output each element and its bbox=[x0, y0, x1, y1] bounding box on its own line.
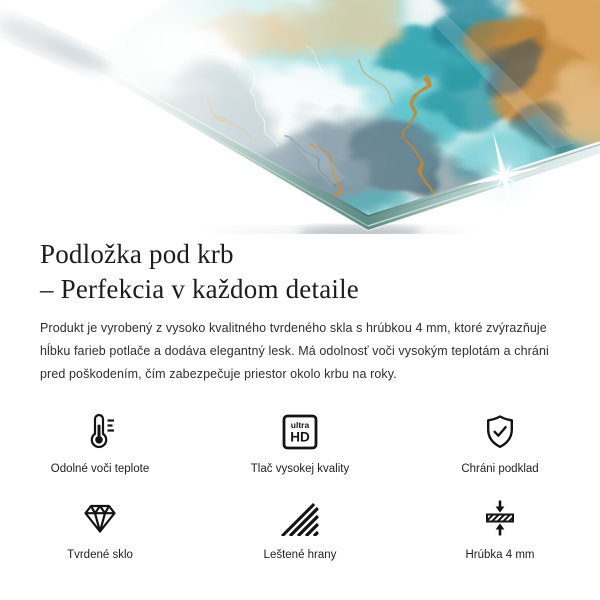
feature-polished-edges bbox=[200, 498, 400, 561]
product-description: Produkt je vyrobený z vysoko kvalitného tvrdeného skla s hrúbkou 4 mm, ktoré zvýrazňuje hĺbku farieb potlače a dodáva elegantný lesk. Má odolnosť voči vysokým teplotám a chráni pred poškodením, čím zabezpečuje priestor okolo krbu na roky. bbox=[40, 321, 549, 381]
feature-label: Leštené hrany bbox=[263, 549, 337, 561]
feature-label: Chráni podklad bbox=[461, 463, 539, 475]
feature-thickness bbox=[400, 498, 600, 561]
ultra-hd-icon-text-bottom: HD bbox=[290, 429, 310, 445]
feature-heat-resistance bbox=[0, 412, 200, 475]
title-line2: – Perfekcia v každom detaile bbox=[40, 274, 359, 304]
feature-protection bbox=[400, 412, 600, 475]
polished-edges-icon bbox=[280, 498, 320, 538]
feature-label: Tvrdené sklo bbox=[67, 549, 133, 561]
page-title bbox=[40, 234, 560, 307]
feature-label: Tlač vysokej kvality bbox=[250, 463, 350, 475]
ultra-hd-icon bbox=[280, 412, 320, 452]
glass-panel-illustration bbox=[0, 0, 600, 234]
thickness-icon bbox=[480, 498, 520, 538]
product-image bbox=[0, 0, 600, 234]
diamond-icon bbox=[80, 498, 120, 538]
feature-label: Odolné voči teplote bbox=[50, 463, 150, 475]
feature-print-quality bbox=[200, 412, 400, 475]
thermometer-icon bbox=[80, 412, 120, 452]
feature-grid bbox=[0, 412, 600, 561]
title-line1: Podložka pod krb bbox=[40, 239, 234, 269]
feature-label: Hrúbka 4 mm bbox=[465, 549, 535, 561]
shield-check-icon bbox=[480, 412, 520, 452]
ultra-hd-icon-text-top: ultra bbox=[290, 420, 310, 430]
feature-tempered-glass bbox=[0, 498, 200, 561]
